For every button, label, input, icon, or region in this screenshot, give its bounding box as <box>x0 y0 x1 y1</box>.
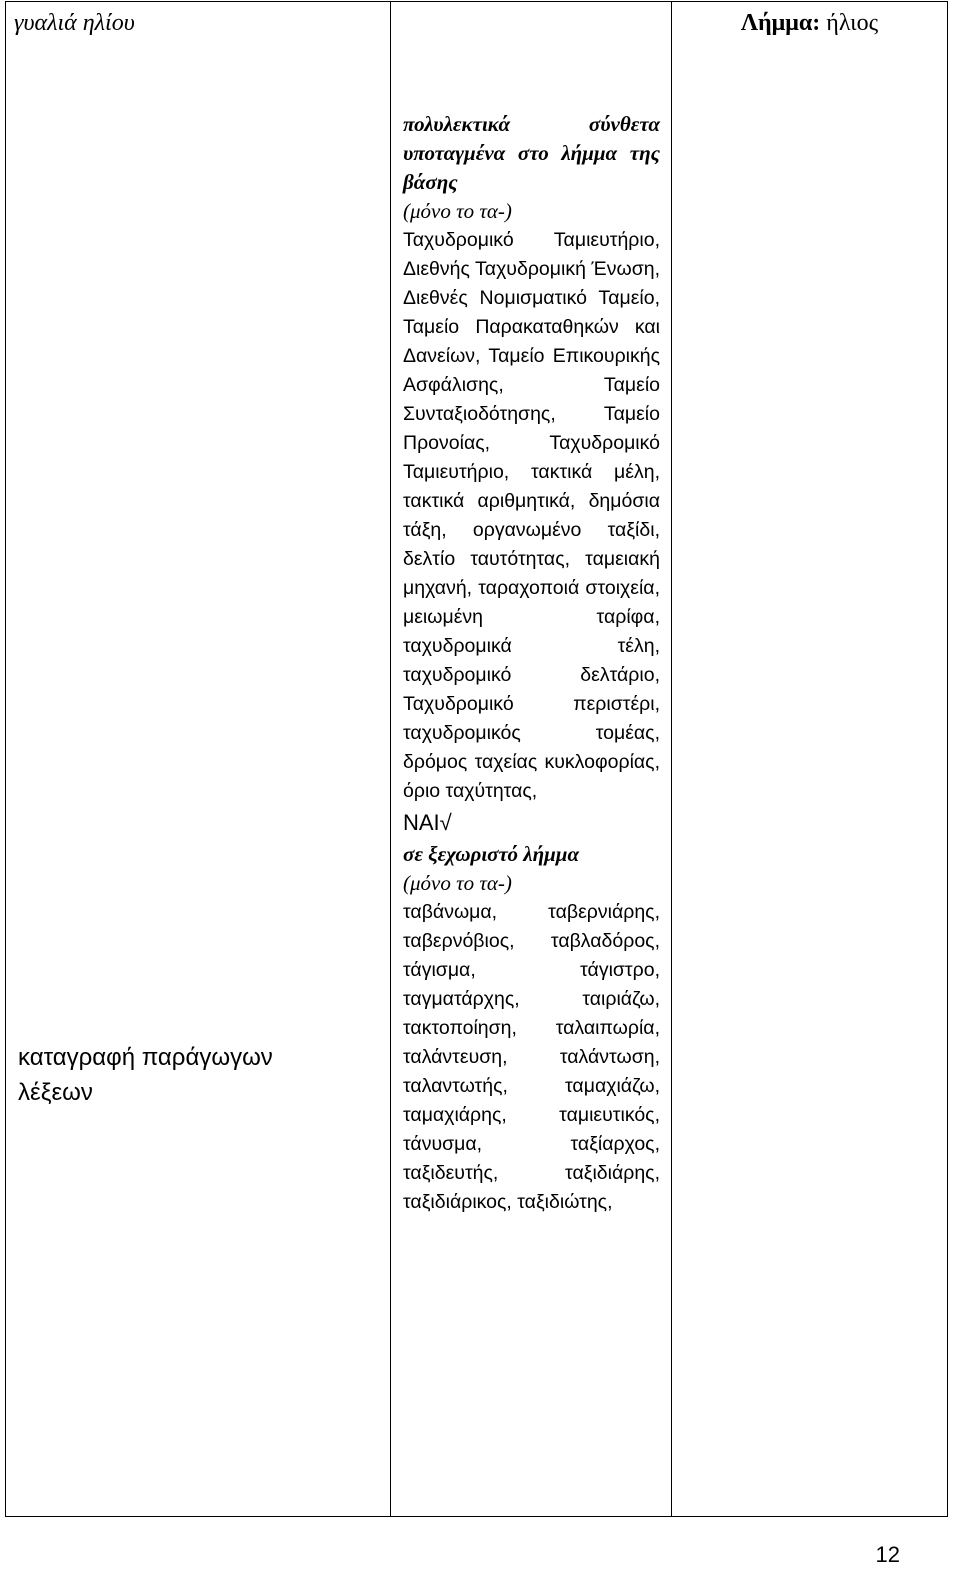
section2-body: ταβάνωμα, ταβερνιάρης, ταβερνόβιος, ταβλαδόρος, τάγισμα, τάγιστρο, ταγματάρχης, ταιριάζω, τακτοποίηση, ταλαιπωρία, ταλάντευση, ταλάντωση, ταλαντωτής, ταμαχιάζω, ταμαχιάρης, ταμιευτικός, τάνυσμα, ταξίαρχος, ταξιδευτής, ταξιδιάρης, ταξιδιάρικος, ταξιδιώτης, <box>403 901 660 1213</box>
right-column <box>672 2 948 1517</box>
lemma-label: Λήμμα: <box>740 10 821 36</box>
side-label <box>18 1040 273 1110</box>
lemma-header <box>672 10 947 37</box>
side-label-line2: λέξεων <box>18 1079 93 1106</box>
section2-heading: σε ξεχωριστό λήμμα <box>403 842 580 866</box>
lemma-value: ήλιος <box>826 10 879 36</box>
answer-yes: ΝΑΙ√ <box>403 810 452 835</box>
section2-note: (μόνο το τα-) <box>403 871 512 895</box>
section1-heading: πολυλεκτικά σύνθετα υποταγμένα στο λήμμα της βάσης <box>403 112 660 194</box>
left-column <box>6 2 391 1517</box>
lexicon-table <box>5 1 948 1517</box>
side-label-line1: καταγραφή παράγωγων <box>18 1044 273 1071</box>
page-number: 12 <box>875 1542 900 1567</box>
header-left-title: γυαλιά ηλίου <box>14 10 135 36</box>
section1-body: Ταχυδρομικό Ταμιευτήριο, Διεθνής Ταχυδρομική Ένωση, Διεθνές Νομισματικό Ταμείο, Ταμείο Παρακαταθηκών και Δανείων, Ταμείο Επικουρικής Ασφάλισης, Ταμείο Συνταξιοδότησης, Ταμείο Προνοίας, Ταχυδρομικό Ταμιευτήριο, τακτικά μέλη, τακτικά αριθμητικά, δημόσια τάξη, οργανωμένο ταξίδι, δελτίο ταυτότητας, ταμειακή μηχανή, ταραχοποιά στοιχεία, μειωμένη ταρίφα, ταχυδρομικά τέλη, ταχυδρομικό δελτάριο, Ταχυδρομικό περιστέρι, ταχυδρομικός τομέας, δρόμος ταχείας κυκλοφορίας, όριο ταχύτητας, <box>403 229 660 802</box>
middle-column <box>391 2 672 1517</box>
section1-note: (μόνο το τα-) <box>403 199 512 223</box>
